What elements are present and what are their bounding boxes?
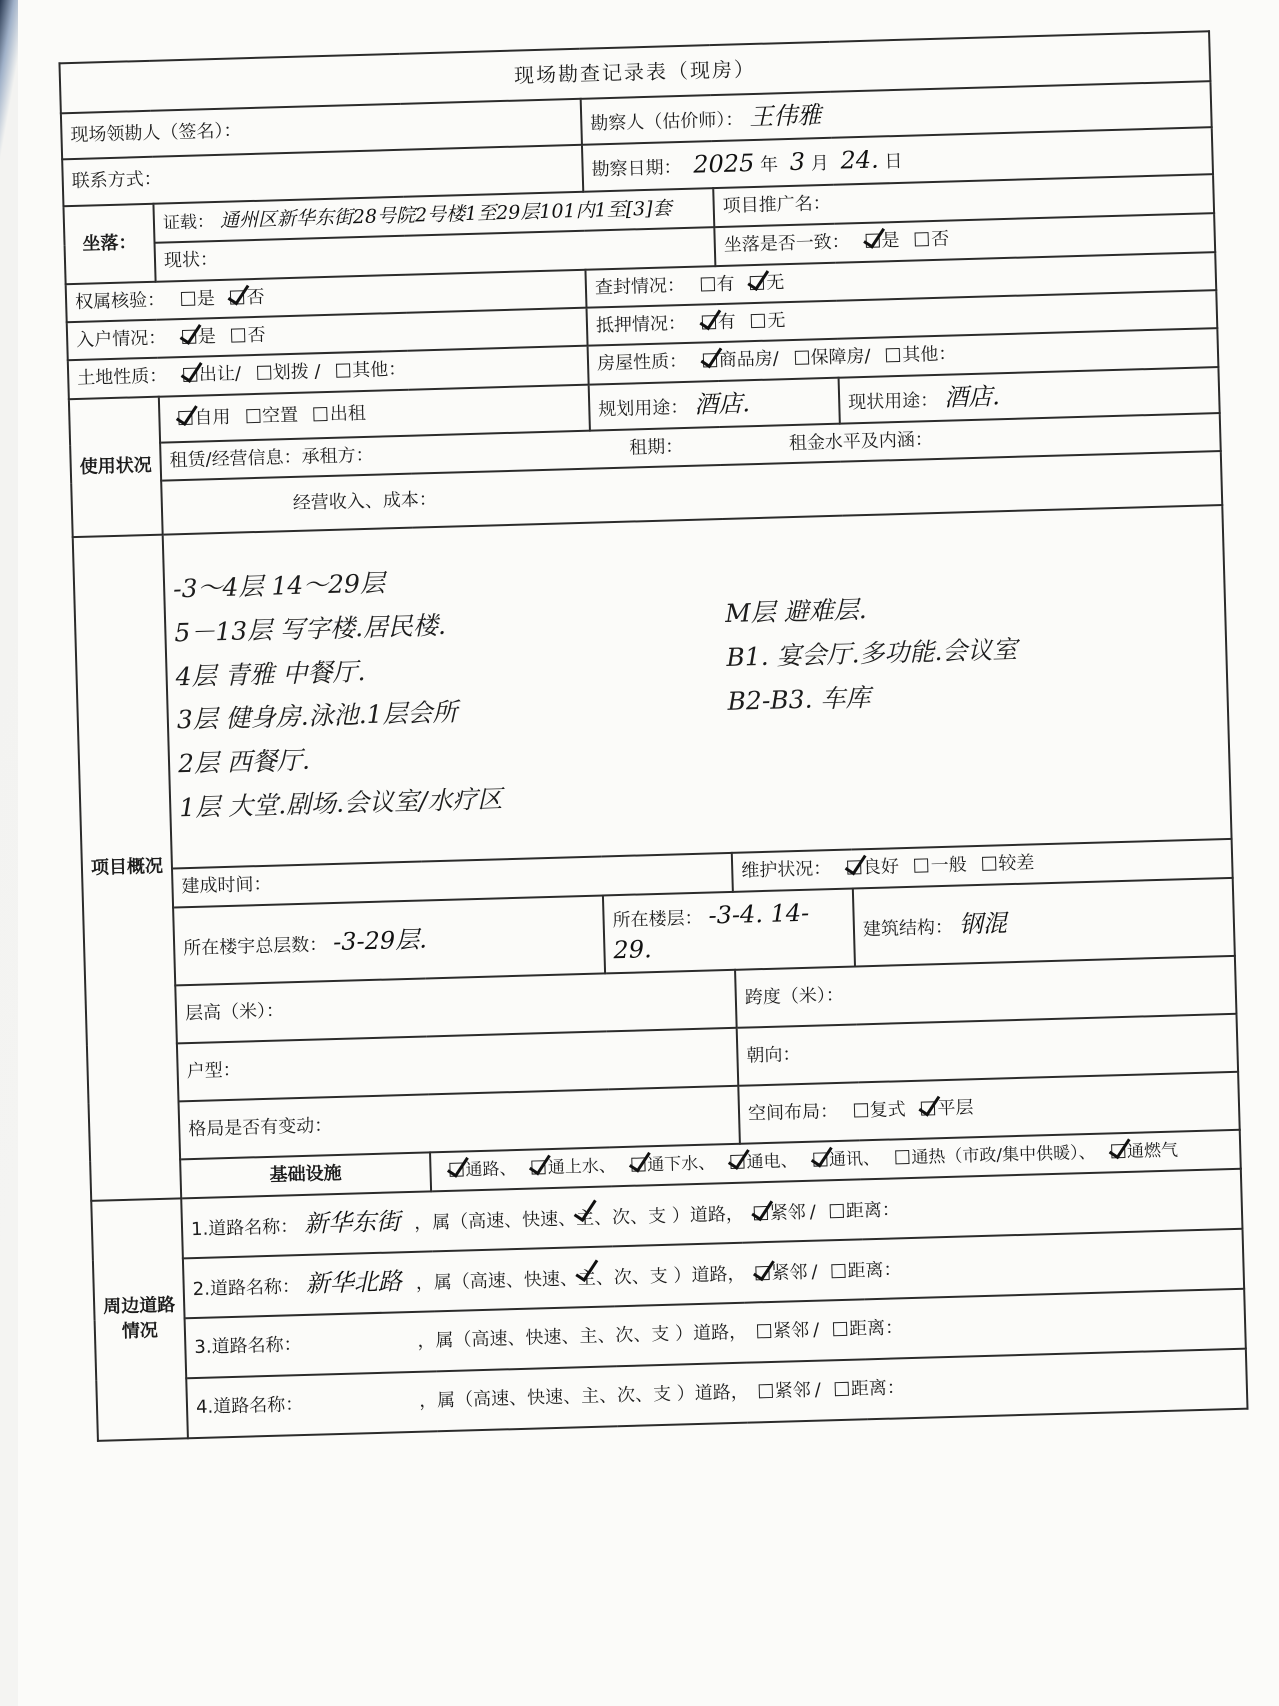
ownership-yes-label: 是 [196, 287, 216, 310]
date-day: 24. [840, 145, 880, 175]
infra-heating-label: 通热（市政/集中供暖）、 [911, 1142, 1096, 1169]
road-type-prefix: ，属（高速、快速、 [417, 1325, 580, 1352]
use-vacant-checkbox[interactable] [246, 409, 260, 423]
house-other-label: 其他： [902, 343, 957, 367]
structure-cell [853, 877, 1235, 966]
entry-yes-checkbox[interactable] [182, 330, 196, 344]
road-distance-label: 距离： [847, 1259, 902, 1283]
mortgage-have-label: 有 [717, 311, 736, 334]
infra-power-label: 通电、 [746, 1151, 798, 1173]
road-adjacent-checkbox[interactable] [757, 1323, 771, 1337]
entry-label: 入户情况： [75, 327, 167, 351]
road-type-mid: 、次、支 ）道路， [597, 1321, 748, 1347]
road-type-mid: 、次、支 ）道路， [593, 1204, 745, 1230]
infra-drainage-label: 通下水、 [647, 1153, 716, 1176]
floor-cell [603, 888, 855, 974]
lease-label: 租赁/经营信息：承租方： [169, 444, 374, 472]
ownership-no-checkbox[interactable] [230, 290, 244, 304]
leader-label: 现场领勘人（签名）： [70, 120, 242, 147]
road-adjacent-checkbox[interactable] [759, 1383, 773, 1397]
orientation-label: 朝向： [746, 1044, 801, 1067]
plan-use-label: 规划用途： [598, 396, 689, 421]
maintain-poor-label: 较差 [998, 852, 1035, 875]
road-slash: / [814, 1379, 822, 1401]
road-adjacent-label: 紧邻 [774, 1379, 812, 1402]
status-label: 现状： [163, 249, 219, 272]
house-label: 房屋性质： [596, 351, 688, 375]
overview-notes [163, 505, 1232, 868]
use-rent-checkbox[interactable] [314, 407, 328, 421]
consistent-yes-label: 是 [881, 230, 900, 252]
road-adjacent-label: 紧邻 [771, 1262, 808, 1285]
build-time-label: 建成时间： [181, 874, 272, 898]
infra-drainage-checkbox[interactable] [631, 1157, 645, 1171]
note-line: -3～4层 14～29层 [172, 568, 386, 604]
seal-none-checkbox[interactable] [750, 275, 764, 289]
road-number: 1. [190, 1219, 209, 1241]
consistent-no-label: 否 [930, 228, 950, 251]
note-line: M层 避难层. [724, 595, 867, 629]
road-adjacent-label: 紧邻 [772, 1319, 810, 1342]
road-name-value [309, 1406, 419, 1409]
road-slash: / [809, 1202, 817, 1224]
consistent-yes-checkbox[interactable] [865, 234, 879, 248]
plan-use-value: 酒店. [693, 388, 751, 419]
date-month-unit: 月 [810, 153, 830, 175]
structure-label: 建筑结构： [862, 916, 954, 941]
layout-change-label: 格局是否有变动： [188, 1115, 333, 1141]
seal-none-label: 无 [766, 271, 785, 294]
road-adjacent-label: 紧邻 [769, 1202, 807, 1225]
house-affordable-label: 保障房/ [810, 346, 871, 369]
total-floors-label: 所在楼宇总层数： [182, 933, 328, 959]
infra-telecom-label: 通讯、 [828, 1148, 881, 1171]
notes-right-column [723, 539, 1221, 819]
infra-water-supply-checkbox[interactable] [532, 1160, 546, 1174]
land-other-checkbox[interactable] [336, 364, 350, 378]
location-label: 坐落： [63, 204, 155, 284]
note-line: 4层 青雅 中餐厅. [175, 656, 366, 691]
mortgage-have-checkbox[interactable] [701, 315, 715, 329]
ownership-label: 权属核验： [74, 289, 166, 313]
total-floors-value: -3-29层. [332, 925, 428, 956]
floor-label: 所在楼层： [612, 907, 703, 931]
house-other-checkbox[interactable] [886, 348, 900, 362]
road-number: 4. [195, 1396, 214, 1418]
usage-label: 使用状况 [69, 396, 163, 537]
consistent-no-checkbox[interactable] [915, 233, 929, 247]
house-commercial-checkbox[interactable] [703, 353, 717, 367]
infra-heating-checkbox[interactable] [895, 1150, 909, 1164]
road-distance-label: 距离： [848, 1316, 904, 1340]
road-name-label: 道路名称： [207, 1216, 299, 1241]
road-name-label: 道路名称： [209, 1276, 301, 1301]
mortgage-label: 抵押情况： [595, 312, 687, 337]
infra-road-checkbox[interactable] [449, 1163, 463, 1177]
use-vacant-label: 空置 [261, 404, 299, 427]
flat-label: 平层 [937, 1097, 974, 1120]
use-rent-label: 出租 [329, 402, 367, 425]
road-name-value [308, 1346, 418, 1349]
maintain-label: 维护状况： [741, 858, 832, 882]
surveyor-label: 勘察人（估价师）： [590, 109, 744, 135]
road-number: 3. [194, 1336, 212, 1358]
infra-water-supply-label: 通上水、 [547, 1156, 617, 1179]
road-main-option[interactable]: 主 [579, 1325, 598, 1347]
road-distance-label: 距离： [850, 1376, 906, 1400]
use-self-label: 自用 [194, 406, 231, 429]
road-adjacent-checkbox[interactable] [755, 1266, 769, 1280]
income-label: 经营收入、成本： [292, 489, 438, 515]
consistent-label: 坐落是否一致： [723, 231, 851, 257]
rent-label: 租金水平及内涵： [788, 429, 934, 455]
maintain-poor-checkbox[interactable] [982, 857, 996, 871]
duplex-label: 复式 [869, 1099, 907, 1122]
road-main-option[interactable]: 主 [575, 1208, 595, 1230]
road-type-prefix: ，属（高速、快速、 [415, 1268, 579, 1295]
note-line: 2层 西餐厅. [177, 745, 311, 779]
date-day-unit: 日 [884, 151, 903, 173]
plan-use-cell [589, 377, 840, 430]
road-distance-label: 距离： [845, 1199, 901, 1223]
date-month: 3 [789, 147, 806, 177]
land-other-label: 其他： [351, 359, 407, 382]
road-name-label: 道路名称： [212, 1393, 304, 1418]
current-use-label: 现状用途： [847, 389, 939, 414]
entry-no-label: 否 [247, 324, 266, 347]
date-year: 2025 [692, 149, 755, 180]
house-commercial-label: 商品房/ [718, 348, 780, 372]
road-adjacent-checkbox[interactable] [754, 1206, 768, 1220]
ownership-yes-checkbox[interactable] [181, 291, 195, 305]
structure-value: 钢混 [958, 909, 1008, 939]
road-name-value: 新华东街 [303, 1207, 401, 1239]
road-main-option[interactable]: 主 [580, 1385, 600, 1407]
infra-power-checkbox[interactable] [730, 1155, 744, 1169]
seal-have-checkbox[interactable] [700, 277, 714, 291]
land-transfer-checkbox[interactable] [183, 368, 197, 382]
entry-no-checkbox[interactable] [231, 328, 245, 342]
note-line: 5－13层 写字楼.居民楼. [174, 610, 447, 648]
mortgage-none-label: 无 [767, 310, 786, 332]
infra-road-label: 通路、 [465, 1159, 517, 1181]
maintain-good-checkbox[interactable] [847, 861, 861, 875]
mortgage-none-checkbox[interactable] [751, 314, 765, 328]
maintain-normal-checkbox[interactable] [914, 859, 928, 873]
entry-yes-label: 是 [197, 326, 217, 348]
lease-term-label: 租期： [628, 436, 684, 459]
seal-have-label: 有 [716, 273, 735, 295]
date-label: 勘察日期： [591, 157, 682, 181]
road-main-option[interactable]: 主 [577, 1268, 597, 1290]
infra-gas-checkbox[interactable] [1111, 1144, 1125, 1158]
note-line: 3层 健身房.泳池.1层会所 [176, 697, 458, 735]
flat-checkbox[interactable] [921, 1102, 935, 1116]
surveyor-signature: 王伟雅 [748, 101, 822, 132]
use-self-checkbox[interactable] [178, 410, 192, 424]
cert-label: 证载： [162, 211, 215, 234]
road-distance-checkbox[interactable] [831, 1264, 845, 1278]
note-line: B1. 宴会厅.多功能.会议室 [725, 634, 1018, 672]
road-distance-checkbox[interactable] [830, 1204, 844, 1218]
cert-address: 通州区新华东街28号院2号楼1至29层101内1至[3]套 [219, 197, 672, 232]
road-name-label: 道路名称： [211, 1333, 302, 1358]
note-line: 1层 大堂.剧场.会议室/水疗区 [178, 784, 503, 823]
form-title: 现场勘查记录表（现房） [59, 31, 1210, 113]
road-type-prefix: ，属（高速、快速、 [413, 1208, 577, 1235]
land-allocate-label: 划拨 [272, 361, 310, 384]
road-number: 2. [192, 1279, 211, 1301]
current-use-value: 酒店. [943, 381, 1001, 412]
land-transfer-label: 出让/ [198, 363, 242, 386]
infra-label: 基础设施 [180, 1153, 431, 1198]
road-type-mid: 、次、支 ）道路， [598, 1381, 750, 1407]
space-layout-label: 空间布局： [747, 1101, 839, 1125]
duplex-checkbox[interactable] [854, 1103, 868, 1117]
land-label: 土地性质： [76, 365, 168, 390]
unit-type-label: 户型： [186, 1059, 241, 1083]
contact-label: 联系方式： [71, 168, 163, 193]
road-type-prefix: ，属（高速、快速、 [418, 1385, 582, 1412]
road-slash: / [812, 1319, 820, 1341]
floor-value: -3-4. 14-29. [613, 898, 810, 965]
road-type-mid: 、次、支 ）道路， [595, 1264, 746, 1290]
overview-label: 项目概况 [73, 535, 181, 1201]
house-affordable-checkbox[interactable] [794, 351, 808, 365]
total-floors-cell [173, 895, 605, 986]
land-slash: / [314, 361, 321, 383]
promo-name-label: 项目推广名： [722, 193, 831, 218]
road-section-label: 周边道路情况 [91, 1198, 188, 1440]
date-year-unit: 年 [759, 154, 779, 177]
road-distance-checkbox[interactable] [833, 1321, 847, 1335]
survey-form-table [58, 30, 1248, 1441]
span-label: 跨度（米）： [744, 985, 845, 1009]
seal-label: 查封情况： [594, 274, 686, 299]
maintain-good-label: 良好 [862, 856, 900, 879]
road-name-value: 新华北路 [305, 1267, 403, 1299]
land-allocate-checkbox[interactable] [257, 366, 271, 380]
infra-gas-label: 通燃气 [1126, 1140, 1179, 1162]
maintain-normal-label: 一般 [930, 854, 967, 877]
height-label: 层高（米）： [184, 1000, 285, 1025]
survey-form-sheet [58, 30, 1251, 1622]
infra-telecom-checkbox[interactable] [813, 1152, 827, 1166]
road-distance-checkbox[interactable] [835, 1381, 849, 1395]
ownership-no-label: 否 [246, 286, 265, 308]
notes-left-column [173, 555, 671, 835]
note-line: B2-B3. 车库 [727, 682, 871, 716]
road-slash: / [811, 1262, 818, 1284]
